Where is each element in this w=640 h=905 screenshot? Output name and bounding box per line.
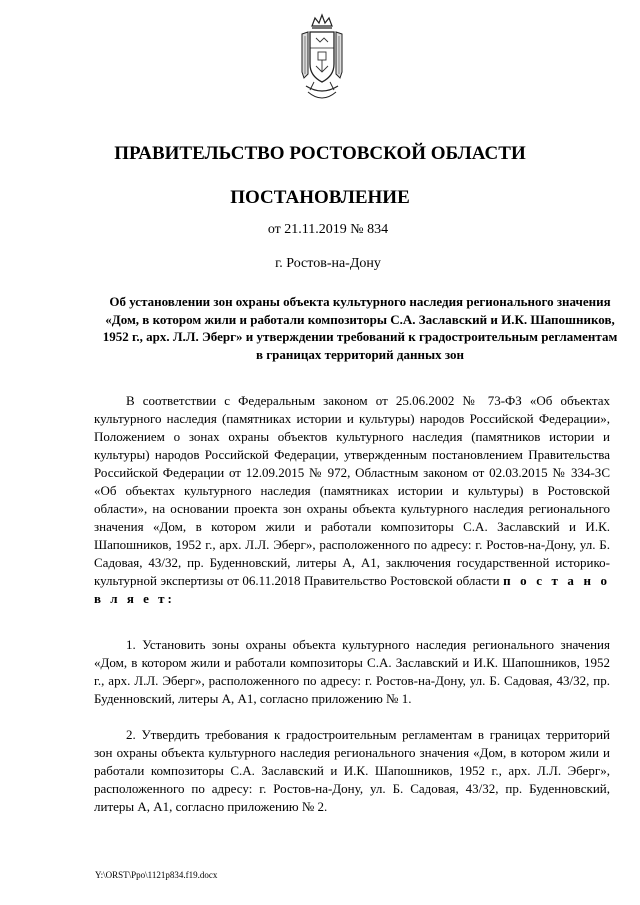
resolution-item-2 (94, 726, 610, 816)
resolution-item-1 (94, 636, 610, 708)
document-subject: Об установлении зон охраны объекта культурного наследия регионального значения «Дом, в котором жили и работали композиторы С.А. Заславский и И.К. Шапошников, 1952 г., арх. Л.Л. Эберг» и утверждении требований к градостроительным регламентам в границах территорий данных зон (102, 294, 618, 362)
resolves-keyword: п о с т а н о в л я е т: (94, 573, 611, 606)
document-date-number: от 21.11.2019 № 834 (267, 222, 389, 237)
preamble-paragraph (94, 392, 610, 608)
government-title: ПРАВИТЕЛЬСТВО РОСТОВСКОЙ ОБЛАСТИ (114, 143, 526, 164)
document-type: ПОСТАНОВЛЕНИЕ (230, 187, 410, 208)
preamble-block (94, 392, 610, 608)
item-1-text: 1. Установить зоны охраны объекта культурного наследия регионального значения «Дом, в котором жили и работали композиторы С.А. Заславский и И.К. Шапошников, 1952 г., арх. Л.Л. Эберг», расположенного по адресу: г. Ростов-на-Дону, ул. Б. Садовая, 43/32, пр. Буденновский, литеры А, А1, согласно приложению № 1. (94, 637, 610, 706)
file-path-footer: Y:\ORST\Ppo\1121p834.f19.docx (95, 870, 218, 880)
preamble-text: В соответствии с Федеральным законом от 25.06.2002 № 73-ФЗ «Об объектах культурного наследия (памятниках истории и культуры) народов Российской Федерации», Положением о зонах охраны объектов культурного наследия (памятников истории и культуры) народов Российской Федерации, утвержденным постановлением Правительства Российской Федерации от 12.09.2015 № 972, Областным законом от 02.03.2015 № 334-ЗС «Об объектах культурного наследия (памятниках истории и культуры) в Ростовской области», на основании проекта зон охраны объекта культурного наследия регионального значения «Дом, в котором жили и работали композиторы С.А. Заславский и И.К. Шапошников, 1952 г., арх. Л.Л. Эберг», расположенного по адресу: г. Ростов-на-Дону, ул. Б. Садовая, 43/32, пр. Буденновский, литеры А, А1, заключения государственной историко-культурной экспертизы от 06.11.2018 Правительство Ростовской области (94, 393, 610, 588)
item-2-text: 2. Утвердить требования к градостроительным регламентам в границах территорий зон охраны объекта культурного наследия регионального значения «Дом, в котором жили и работали композиторы С.А. Заславский и И.К. Шапошников, 1952 г., арх. Л.Л. Эберг», расположенного по адресу: г. Ростов-на-Дону, ул. Б. Садовая, 43/32, пр. Буденновский, литеры А, А1, согласно приложению № 2. (94, 727, 610, 814)
coat-of-arms-icon (298, 12, 346, 110)
document-place: г. Ростов-на-Дону (275, 256, 381, 271)
